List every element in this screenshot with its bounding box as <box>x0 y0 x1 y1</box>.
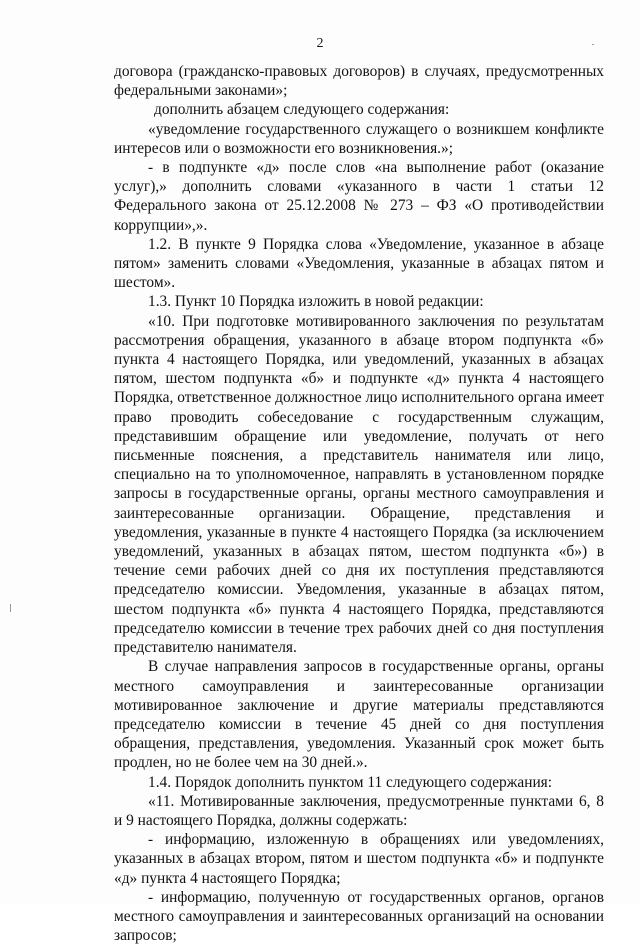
paragraph: В случае направления запросов в государственные органы, органы местного самоуправления и заинтересованные организации мотивированное заключение и другие материалы представляются председателю комиссии в течение 45 дней со дня поступления обращения, представления, уведомления. Указанный срок может быть продлен, но не более чем на 30 дней.». <box>114 658 604 772</box>
paragraph: «11. Мотивированные заключения, предусмотренные пунктами 6, 8 и 9 настоящего Порядка, должны содержать: <box>114 792 604 829</box>
paragraph: - информацию, полученную от государственных органов, органов местного самоуправления и заинтересованных организаций на основании запросов; <box>114 888 604 945</box>
document-body <box>114 62 604 945</box>
page-number: 2 <box>316 36 324 51</box>
paragraph: «уведомление государственного служащего о возникшем конфликте интересов или о возможности его возникновения.»; <box>114 120 604 157</box>
paragraph: 1.4. Порядок дополнить пунктом 11 следующего содержания: <box>148 773 553 791</box>
paragraph: - информацию, изложенную в обращениях или уведомлениях, указанных в абзацах втором, пятом и шестом подпункта «б» и подпункте «д» пункта 4 настоящего Порядка; <box>114 831 604 887</box>
paragraph: 1.3. Пункт 10 Порядка изложить в новой редакции: <box>148 293 484 311</box>
scan-artifact <box>10 604 11 612</box>
paragraph: «10. При подготовке мотивированного заключения по результатам рассмотрения обращения, указанного в абзаце втором подпункта «б» пункта 4 настоящего Порядка, или уведомлений, указанных в абзацах пятом, шестом подпункта «б» и подпункте «д» пункта 4 настоящего Порядка, ответственное должностное лицо исполнительного органа имеет право проводить собеседование с государственным служащим, представившим обращение или уведомление, получать от него письменные пояснения, а представитель нанимателя или лицо, специально на то уполномоченное, направлять в установленном порядке запросы в государственные органы, органы местного самоуправления и заинтересованные организации. Обращение, представления и уведомления, указанные в пункте 4 настоящего Порядка (за исключением уведомлений, указанных в абзацах пятом, шестом подпункта «б») в течение семи рабочих дней со дня их поступления представляются председателю комиссии. Уведомления, указанные в абзацах пятом, шестом подпункта «б» пункта 4 настоящего Порядка, представляются председателю комиссии в течение трех рабочих дней со дня поступления представителю нанимателя. <box>114 312 604 657</box>
paragraph: - в подпункте «д» после слов «на выполнение работ (оказание услуг),» дополнить словами «указанного в части 1 статьи 12 Федерального закона от 25.12.2008 № 273 – ФЗ «О противодействии коррупции»,». <box>114 159 604 234</box>
scan-artifact <box>592 44 594 45</box>
paragraph: договора (гражданско-правовых договоров) в случаях, предусмотренных федеральными законами»; <box>114 63 604 100</box>
paragraph: 1.2. В пункте 9 Порядка слова «Уведомление, указанное в абзаце пятом» заменить словами «Уведомления, указанные в абзацах пятом и шестом». <box>114 235 604 292</box>
paragraph: дополнить абзацем следующего содержания: <box>154 101 450 119</box>
